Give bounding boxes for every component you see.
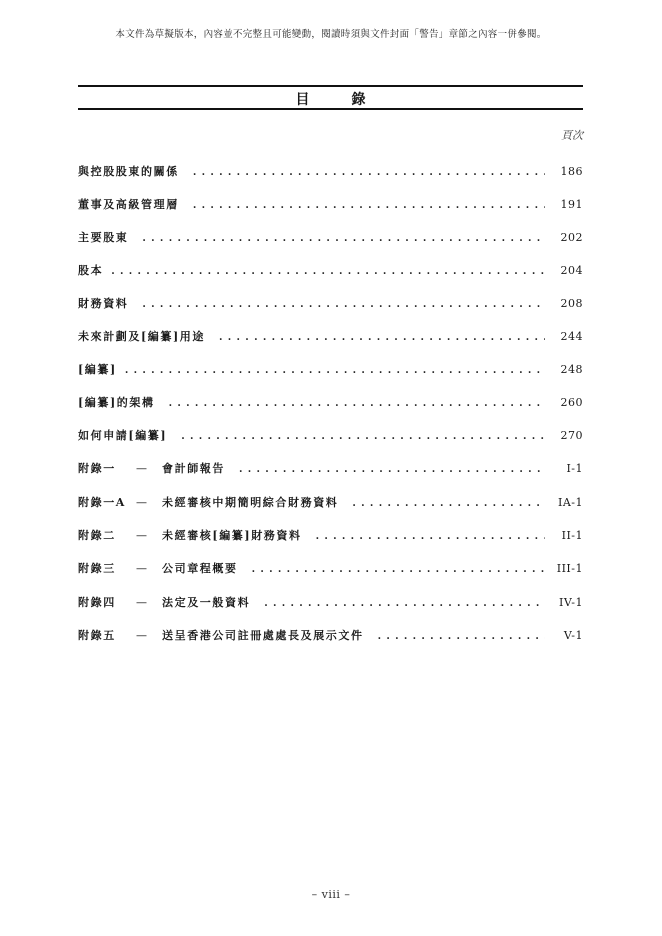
toc-appendix[interactable] <box>78 594 583 610</box>
appendix-number: 附錄四 <box>78 596 116 609</box>
toc-entry-page: 248 <box>560 363 583 376</box>
toc-entry-label: 未經審核[編纂]財務資料 <box>162 529 302 542</box>
dot-leader <box>142 299 545 310</box>
toc-entry-page: 208 <box>560 297 583 310</box>
toc-entry[interactable] <box>78 394 583 410</box>
toc-entry-page: IA-1 <box>557 496 583 509</box>
toc-entry-page: II-1 <box>561 529 583 542</box>
dot-leader <box>378 631 545 642</box>
dot-leader <box>181 431 545 442</box>
toc-entry-page: 202 <box>560 231 583 244</box>
toc-title: 目 錄 <box>295 92 380 108</box>
dot-leader <box>125 365 545 376</box>
toc-entry-label: [編纂]的架構 <box>78 396 155 409</box>
toc-entry-label: 送呈香港公司註冊處處長及展示文件 <box>162 629 364 642</box>
dot-leader <box>316 531 545 542</box>
toc-entry-label: 公司章程概要 <box>162 562 238 575</box>
dot-leader <box>219 332 545 343</box>
toc-appendix[interactable] <box>78 527 583 543</box>
title-rule-bottom <box>78 108 583 110</box>
dot-leader <box>193 167 545 178</box>
toc-entry[interactable] <box>78 262 583 278</box>
dot-leader <box>264 598 545 609</box>
dot-leader <box>239 464 545 475</box>
appendix-number: 附錄三 <box>78 562 116 575</box>
appendix-dash: — <box>136 596 147 609</box>
toc-entry-label: 主要股東 <box>78 231 129 244</box>
toc-entry[interactable] <box>78 328 583 344</box>
dot-leader <box>352 498 545 509</box>
toc-entry[interactable] <box>78 163 583 179</box>
toc-entry-page: V-1 <box>563 629 583 642</box>
toc-entry[interactable] <box>78 196 583 212</box>
toc-entry-label: 如何申請[編纂] <box>78 429 168 442</box>
toc-appendix[interactable] <box>78 460 583 476</box>
toc-entry-label: 法定及一般資料 <box>162 596 251 609</box>
toc-entry-page: 270 <box>560 429 583 442</box>
toc-entry[interactable] <box>78 427 583 443</box>
toc-appendix[interactable] <box>78 560 583 576</box>
toc-entry-label: [編纂] <box>78 363 117 376</box>
page-footer-number: – viii – <box>311 888 351 901</box>
toc-entry-page: I-1 <box>566 462 583 475</box>
toc-entry-label: 與控股股東的關係 <box>78 165 179 178</box>
draft-notice: 本文件為草擬版本，內容並不完整且可能變動，閱讀時須與文件封面「警告」章節之內容一併參閱。 <box>115 29 547 40</box>
appendix-dash: — <box>136 462 147 475</box>
toc-entry-page: 191 <box>560 198 583 211</box>
appendix-number: 附錄一A <box>78 496 126 509</box>
toc-entry[interactable] <box>78 229 583 245</box>
dot-leader <box>252 564 545 575</box>
toc-entry-page: III-1 <box>556 562 583 575</box>
appendix-dash: — <box>136 629 147 642</box>
appendix-number: 附錄二 <box>78 529 116 542</box>
toc-entry-label: 股本 <box>78 264 104 277</box>
toc-entry-page: 204 <box>560 264 583 277</box>
toc-entry-page: 244 <box>560 330 583 343</box>
toc-entry-label: 會計師報告 <box>162 462 225 475</box>
toc-entry-page: 260 <box>560 396 583 409</box>
toc-appendix[interactable] <box>78 627 583 643</box>
toc-entry-page: 186 <box>560 165 583 178</box>
appendix-dash: — <box>136 496 147 509</box>
toc-entry-label: 董事及高級管理層 <box>78 198 179 211</box>
toc-appendix[interactable] <box>78 494 583 510</box>
toc-entry-page: IV-1 <box>559 596 583 609</box>
title-rule-top <box>78 85 583 87</box>
toc-entry-label: 未來計劃及[編纂]用途 <box>78 330 206 343</box>
dot-leader <box>193 200 545 211</box>
page-column-header: 頁次 <box>561 129 583 142</box>
toc-entry-label: 財務資料 <box>78 297 129 310</box>
dot-leader <box>169 398 545 409</box>
appendix-number: 附錄一 <box>78 462 116 475</box>
appendix-dash: — <box>136 529 147 542</box>
toc-entry[interactable] <box>78 361 583 377</box>
appendix-number: 附錄五 <box>78 629 116 642</box>
appendix-dash: — <box>136 562 147 575</box>
dot-leader <box>111 266 545 277</box>
toc-entry[interactable] <box>78 295 583 311</box>
toc-entry-label: 未經審核中期簡明綜合財務資料 <box>162 496 339 509</box>
dot-leader <box>142 233 545 244</box>
